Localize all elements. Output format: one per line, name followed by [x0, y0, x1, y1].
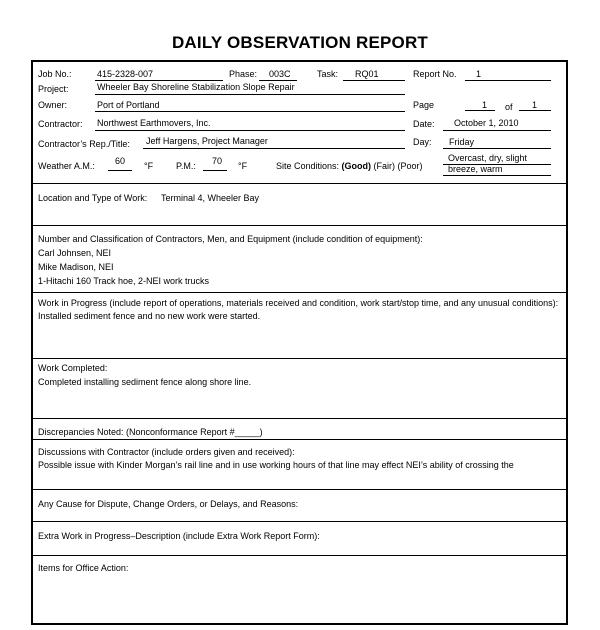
work-in-progress-label: Work in Progress (include report of operations, materials received and condition, work start/stop time, and any unusual conditions):: [38, 298, 559, 308]
work-in-progress-field[interactable]: Installed sediment fence and no new work were started.: [38, 311, 261, 321]
divider: [33, 555, 566, 556]
project-label: Project:: [38, 84, 69, 94]
site-conditions: Site Conditions: (Good) (Fair) (Poor): [276, 161, 423, 171]
location-label: Location and Type of Work:: [38, 193, 148, 203]
job-no-label: Job No.:: [38, 69, 72, 79]
contractors-line[interactable]: Carl Johnsen, NEI: [38, 248, 112, 258]
report-title: DAILY OBSERVATION REPORT: [171, 33, 429, 52]
divider: [33, 489, 566, 490]
of-label: of: [505, 102, 513, 112]
dispute-label: Any Cause for Dispute, Change Orders, or Delays, and Reasons:: [38, 499, 299, 509]
task-field[interactable]: RQ01: [355, 69, 379, 79]
report-form: [31, 60, 568, 625]
site-condition-good[interactable]: (Good): [341, 161, 372, 171]
divider: [33, 183, 566, 184]
divider: [33, 225, 566, 226]
divider: [33, 439, 566, 440]
divider: [33, 521, 566, 522]
contractors-line[interactable]: 1-Hitachi 160 Track hoe, 2-NEI work trucks: [38, 276, 210, 286]
weather-pm-label: P.M.:: [176, 161, 196, 171]
contractors-line[interactable]: Mike Madison, NEI: [38, 262, 114, 272]
discussions-label: Discussions with Contractor (include orders given and received):: [38, 447, 295, 457]
weather-pm-unit: °F: [238, 161, 248, 171]
phase-field[interactable]: 003C: [269, 69, 291, 79]
contractor-label: Contractor:: [38, 119, 83, 129]
work-completed-field[interactable]: Completed installing sediment fence along shore line.: [38, 377, 252, 387]
task-label: Task:: [317, 69, 339, 79]
day-label: Day:: [413, 137, 432, 147]
day-field[interactable]: Friday: [449, 137, 475, 147]
divider: [33, 292, 566, 293]
owner-field[interactable]: Port of Portland: [97, 100, 160, 110]
discrepancies-label: Discrepancies Noted: (Nonconformance Report #_____): [38, 427, 263, 437]
date-field[interactable]: October 1, 2010: [454, 118, 519, 128]
page-field[interactable]: 1: [482, 100, 488, 110]
page-label: Page: [413, 100, 435, 110]
weather-pm-field[interactable]: 70: [212, 156, 223, 166]
office-action-label: Items for Office Action:: [38, 563, 129, 573]
weather-am-unit: °F: [144, 161, 154, 171]
conditions-line-2[interactable]: breeze, warm: [448, 164, 503, 174]
report-no-field[interactable]: 1: [476, 69, 482, 79]
weather-am-label: Weather A.M.:: [38, 161, 95, 171]
owner-label: Owner:: [38, 100, 68, 110]
contractors-label: Number and Classification of Contractors, Men, and Equipment (include condition of equipment):: [38, 234, 423, 244]
weather-am-field[interactable]: 60: [115, 156, 126, 166]
date-label: Date:: [413, 119, 435, 129]
page-total-field[interactable]: 1: [532, 100, 538, 110]
location-field[interactable]: Terminal 4, Wheeler Bay: [161, 193, 260, 203]
report-no-label: Report No.: [413, 69, 457, 79]
extra-work-label: Extra Work in Progress–Description (include Extra Work Report Form):: [38, 531, 320, 541]
conditions-line-1[interactable]: Overcast, dry, slight: [448, 153, 527, 163]
contractor-field[interactable]: Northwest Earthmovers, Inc.: [97, 118, 211, 128]
work-completed-label: Work Completed:: [38, 363, 108, 373]
divider: [33, 418, 566, 419]
divider: [33, 358, 566, 359]
contractor-rep-field[interactable]: Jeff Hargens, Project Manager: [146, 136, 268, 146]
job-no-field[interactable]: 415-2328-007: [97, 69, 154, 79]
discussions-field[interactable]: Possible issue with Kinder Morgan’s rail line and in use working hours of that line may effect NEI’s ability of crossing the: [38, 460, 514, 470]
contractor-rep-label: Contractor’s Rep./Title:: [38, 139, 130, 149]
project-field[interactable]: Wheeler Bay Shoreline Stabilization Slope Repair: [97, 82, 295, 92]
phase-label: Phase:: [229, 69, 258, 79]
